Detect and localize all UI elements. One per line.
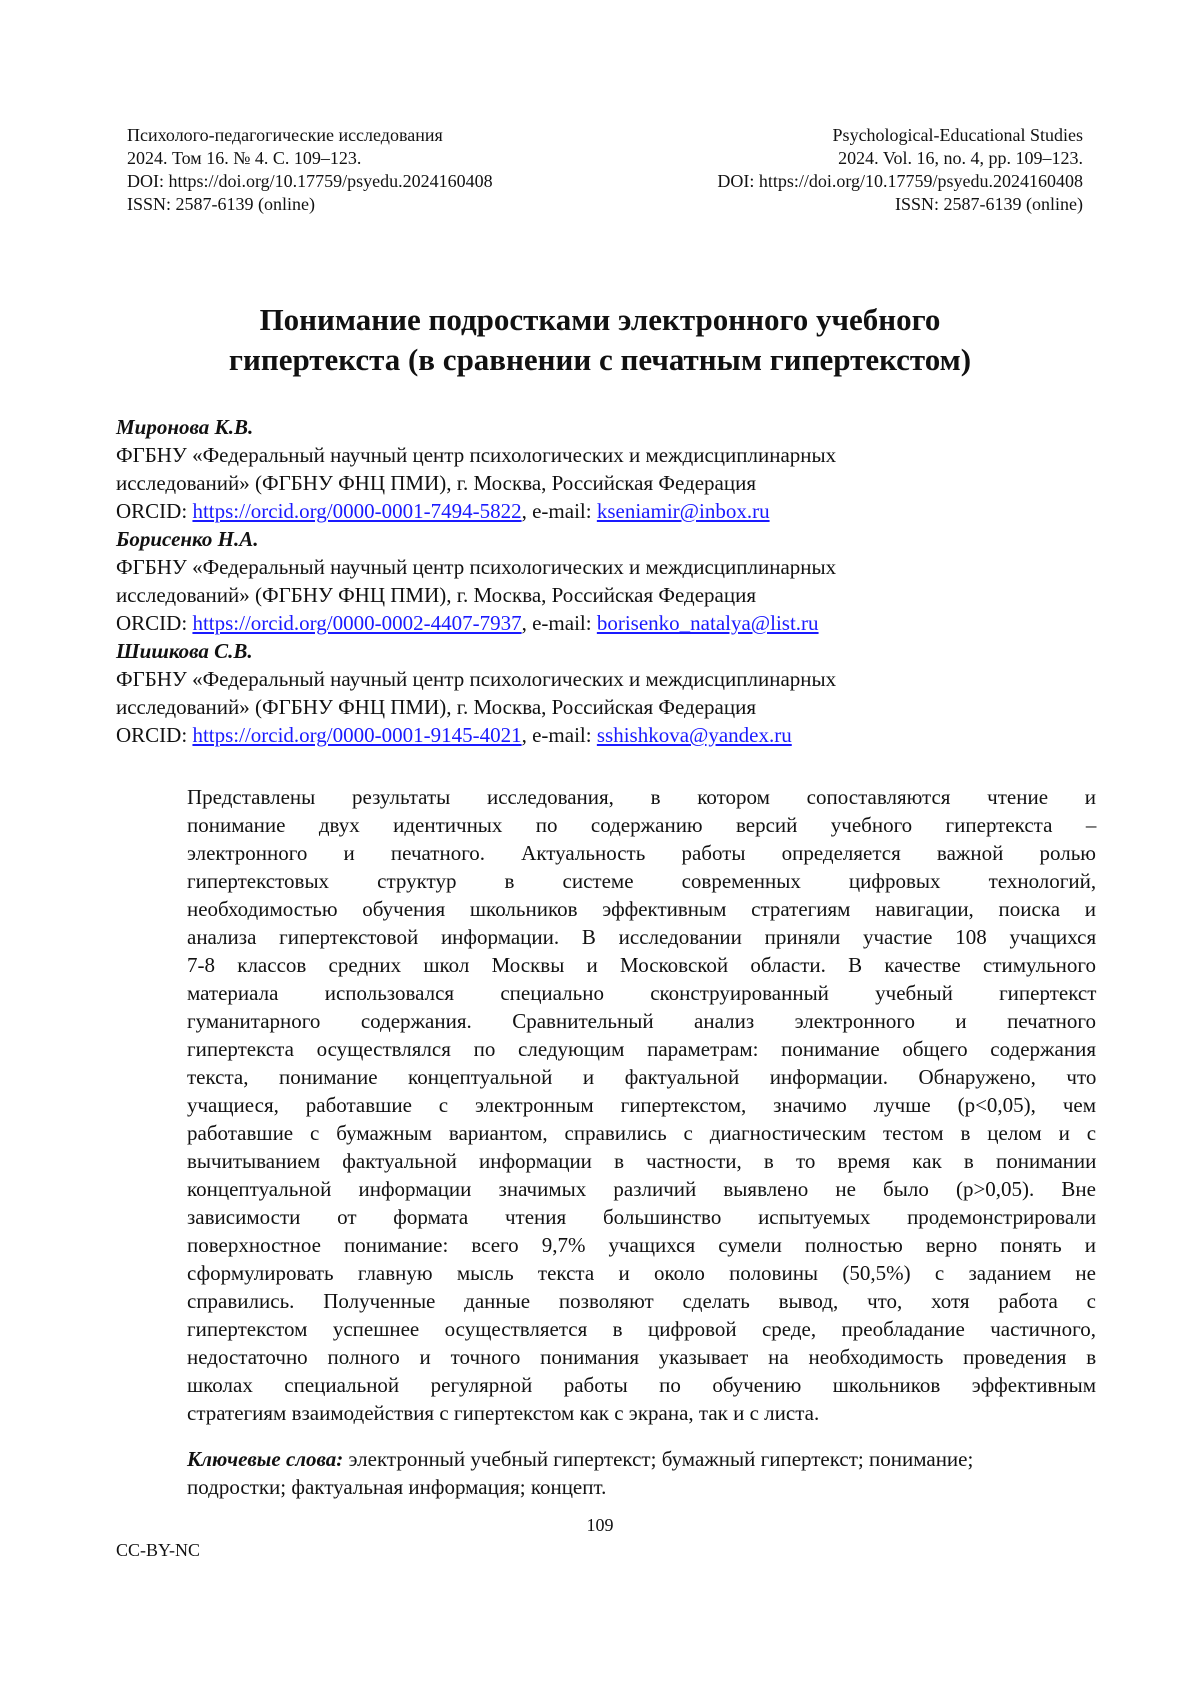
orcid-label: ORCID: bbox=[116, 499, 193, 523]
journal-name-ru: Психолого-педагогические исследования bbox=[127, 125, 443, 145]
title-line: Понимание подростками электронного учебного bbox=[259, 302, 941, 337]
author-affiliation: ФГБНУ «Федеральный научный центр психологических и междисциплинарных bbox=[116, 555, 837, 579]
author-block bbox=[116, 413, 1096, 525]
keywords-text: электронный учебный гипертекст; бумажный гипертекст; понимание; bbox=[348, 1447, 974, 1471]
abstract-line: поверхностное понимание: всего 9,7% учащихся сумели полностью верно понять и bbox=[187, 1233, 1096, 1257]
author-block bbox=[116, 525, 1096, 637]
keywords-label: Ключевые слова bbox=[187, 1447, 337, 1471]
email-link[interactable]: sshishkova@yandex.ru bbox=[596, 723, 792, 747]
issn-ru: ISSN: 2587-6139 (online) bbox=[127, 194, 315, 214]
issn-en: ISSN: 2587-6139 (online) bbox=[895, 194, 1083, 214]
title-line: гипертекста (в сравнении с печатным гипертекстом) bbox=[228, 342, 972, 377]
doi-ru: DOI: https://doi.org/10.17759/psyedu.2024160408 bbox=[127, 171, 493, 191]
abstract-line: гипертекстовых структур в системе современных цифровых технологий, bbox=[187, 869, 1097, 893]
abstract-line: электронного и печатного. Актуальность работы определяется важной ролью bbox=[187, 841, 1096, 865]
author-affiliation: исследований» (ФГБНУ ФНЦ ПМИ), г. Москва, Российская Федерация bbox=[116, 471, 756, 495]
abstract-line: текста, понимание концептуальной и фактуальной информации. Обнаружено, что bbox=[187, 1065, 1097, 1089]
abstract-line: гипертекста осуществлялся по следующим параметрам: понимание общего содержания bbox=[187, 1037, 1096, 1061]
author-block bbox=[116, 637, 1096, 749]
abstract-line: анализа гипертекстовой информации. В исследовании приняли участие 108 учащихся bbox=[187, 925, 1097, 949]
page-number: 109 bbox=[586, 1515, 614, 1535]
orcid-link[interactable]: https://orcid.org/0000-0002-4407-7937 bbox=[192, 611, 522, 635]
abstract-line: стратегиям взаимодействия с гипертекстом как с экрана, так и с листа. bbox=[187, 1401, 820, 1425]
issue-info-en: 2024. Vol. 16, no. 4, pp. 109–123. bbox=[838, 148, 1083, 168]
issue-info-ru: 2024. Том 16. № 4. С. 109–123. bbox=[127, 148, 362, 168]
abstract-line: недостаточно полного и точного понимания указывает на необходимость проведения в bbox=[187, 1345, 1097, 1369]
header-right bbox=[717, 124, 1083, 216]
email-label: , e-mail: bbox=[521, 611, 597, 635]
keywords-line: подростки; фактуальная информация; концепт. bbox=[187, 1475, 607, 1499]
doi-en: DOI: https://doi.org/10.17759/psyedu.2024160408 bbox=[717, 171, 1083, 191]
abstract-line: учащиеся, работавшие с электронным гипертекстом, значимо лучше (p<0,05), чем bbox=[187, 1093, 1096, 1117]
abstract-line: гуманитарного содержания. Сравнительный анализ электронного и печатного bbox=[187, 1009, 1096, 1033]
author-name: Шишкова С.В. bbox=[116, 639, 253, 663]
abstract-line: концептуальной информации значимых различий выявлено не было (p>0,05). Вне bbox=[187, 1177, 1096, 1201]
abstract-line: справились. Полученные данные позволяют сделать вывод, что, хотя работа с bbox=[187, 1289, 1096, 1313]
author-affiliation: исследований» (ФГБНУ ФНЦ ПМИ), г. Москва, Российская Федерация bbox=[116, 583, 756, 607]
author-affiliation: ФГБНУ «Федеральный научный центр психологических и междисциплинарных bbox=[116, 667, 837, 691]
abstract bbox=[187, 783, 1096, 1427]
author-affiliation: ФГБНУ «Федеральный научный центр психологических и междисциплинарных bbox=[116, 443, 837, 467]
license-label: CC-BY-NC bbox=[116, 1540, 201, 1560]
orcid-link[interactable]: https://orcid.org/0000-0001-7494-5822 bbox=[192, 499, 522, 523]
author-contacts bbox=[116, 721, 1096, 749]
email-link[interactable]: borisenko_natalya@list.ru bbox=[596, 611, 819, 635]
email-label: , e-mail: bbox=[521, 499, 597, 523]
keywords-line bbox=[187, 1445, 1096, 1473]
abstract-line: Представлены результаты исследования, в котором сопоставляются чтение и bbox=[187, 785, 1096, 809]
abstract-line: школах специальной регулярной работы по обучению школьников эффективным bbox=[187, 1373, 1096, 1397]
abstract-line: сформулировать главную мысль текста и около половины (50,5%) с заданием не bbox=[187, 1261, 1096, 1285]
paper-title bbox=[100, 300, 1100, 380]
journal-name-en: Psychological-Educational Studies bbox=[832, 125, 1083, 145]
author-affiliation: исследований» (ФГБНУ ФНЦ ПМИ), г. Москва, Российская Федерация bbox=[116, 695, 756, 719]
abstract-line: 7-8 классов средних школ Москвы и Московской области. В качестве стимульного bbox=[187, 953, 1096, 977]
author-name: Борисенко Н.А. bbox=[116, 527, 259, 551]
header-left bbox=[127, 124, 493, 216]
email-link[interactable]: kseniamir@inbox.ru bbox=[596, 499, 770, 523]
abstract-line: материала использовался специально сконструированный учебный гипертекст bbox=[187, 981, 1097, 1005]
orcid-link[interactable]: https://orcid.org/0000-0001-9145-4021 bbox=[192, 723, 522, 747]
author-contacts bbox=[116, 497, 1096, 525]
abstract-line: вычитыванием фактуальной информации в частности, в то время как в понимании bbox=[187, 1149, 1097, 1173]
abstract-line: работавшие с бумажным вариантом, справились с диагностическим тестом в целом и с bbox=[187, 1121, 1097, 1145]
email-label: , e-mail: bbox=[521, 723, 597, 747]
abstract-line: понимание двух идентичных по содержанию версий учебного гипертекста – bbox=[187, 813, 1097, 837]
authors-block bbox=[116, 413, 1096, 749]
author-name: Миронова К.В. bbox=[116, 415, 254, 439]
abstract-line: зависимости от формата чтения большинство испытуемых продемонстрировали bbox=[187, 1205, 1097, 1229]
author-contacts bbox=[116, 609, 1096, 637]
orcid-label: ORCID: bbox=[116, 611, 193, 635]
orcid-label: ORCID: bbox=[116, 723, 193, 747]
abstract-line: необходимостью обучения школьников эффективным стратегиям навигации, поиска и bbox=[187, 897, 1096, 921]
keywords bbox=[187, 1445, 1096, 1501]
abstract-line: гипертекстом успешнее осуществляется в цифровой среде, преобладание частичного, bbox=[187, 1317, 1096, 1341]
keywords-colon: : bbox=[336, 1447, 349, 1471]
